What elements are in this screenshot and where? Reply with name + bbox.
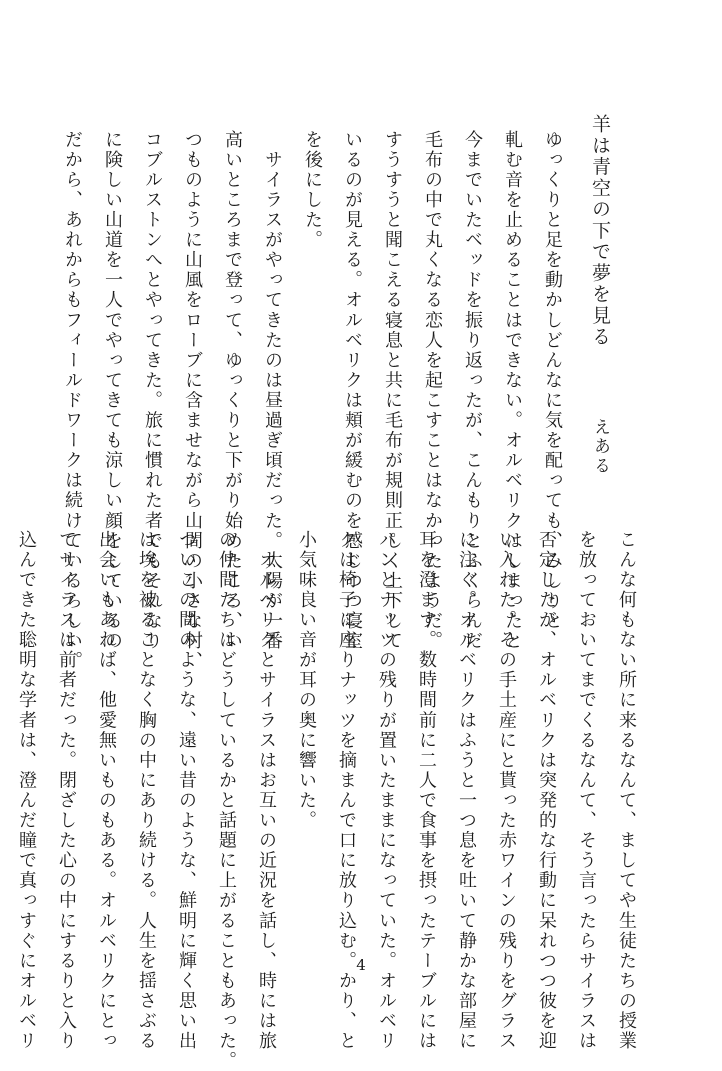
text-line: いるのが見える。オルベリクは頬が緩むのを感じつつ寝室 bbox=[342, 130, 363, 652]
text-line: 出会いもあれば、他愛無いものもある。オルベリクにとっ bbox=[96, 530, 117, 1052]
text-line: 高いところまで登って、ゆっくりと下がり始めたころ、い bbox=[222, 130, 243, 652]
text-line: 耳を澄ます。数時間前に二人で食事を摂ったテーブルには bbox=[416, 530, 437, 1052]
text-line: だから、あれからもフィールドワークは続けているらしい。 bbox=[62, 130, 83, 672]
text-line bbox=[0, 530, 6, 940]
text-line: オルベリクとサイラスはお互いの近況を話し、時には旅 bbox=[256, 530, 277, 1052]
lower-text-block bbox=[0, 530, 646, 1071]
text-line: に注ぐ。オルベリクはふうと一つ息を吐いて静かな部屋に bbox=[456, 530, 477, 1052]
text-line: は埃を被ることなく胸の中にあり続ける。人生を揺さぶる bbox=[136, 530, 157, 1052]
text-line: コブルストンへとやってきた。旅に慣れた者でもそれなり bbox=[142, 130, 163, 652]
text-line: すうすうと聞こえる寝息と共に毛布が規則正しく上下して bbox=[382, 130, 403, 652]
upper-text-block bbox=[52, 130, 572, 672]
text-line: ゆっくりと足を動かしどんなに気を配っても、みしりと bbox=[542, 130, 563, 632]
story-title: 羊は青空の下で夢を見る bbox=[589, 114, 611, 348]
text-line: サイラスがやってきたのは昼過ぎ頃だった。太陽が一番 bbox=[262, 130, 283, 652]
text-line: 軋む音を止めることはできない。オルベリクはしまったと bbox=[502, 130, 523, 652]
text-line: 小気味良い音が耳の奥に響いた。 bbox=[296, 530, 317, 831]
text-line: こんな何もない所に来るなんて、ましてや生徒たちの授業 bbox=[616, 530, 637, 1052]
author-name: えある bbox=[590, 418, 610, 476]
text-line: 否定したが、オルベリクは突発的な行動に呆れつつ彼を迎 bbox=[536, 530, 557, 1052]
text-line: に険しい山道を一人でやってきても涼しい顔をしているの bbox=[102, 130, 123, 652]
text-line: の仲間たちはどうしているかと話題に上がることもあった。 bbox=[216, 530, 237, 1071]
text-line: ついこの間のような、遠い昔のような、鮮明に輝く思い出 bbox=[176, 530, 197, 1052]
text-line: パンとナッツの残りが置いたままになっていた。オルベリ bbox=[376, 530, 397, 1052]
text-line: てサイラスは前者だった。閉ざした心の中にするりと入り bbox=[56, 530, 77, 1052]
text-line: つものように山風をローブに含ませながら山間の小さな村、 bbox=[182, 130, 203, 672]
page-number: 4 bbox=[356, 956, 366, 974]
text-line: クは椅子に座りナッツを摘まんで口に放り込む。かり、と bbox=[336, 530, 357, 1052]
text-line: を後にした。 bbox=[302, 130, 323, 251]
text-line: 毛布の中で丸くなる恋人を起こすことはなかったようだ。 bbox=[422, 130, 443, 652]
text-line: を放っておいてまでくるなんて、そう言ったらサイラスは bbox=[576, 530, 597, 1052]
text-line: い入れた。その手土産にと貰った赤ワインの残りをグラス bbox=[496, 530, 517, 1052]
text-line: 今までいたベッドを振り返ったが、こんもりとふくらんだ bbox=[462, 130, 483, 652]
text-line: 込んできた聡明な学者は、澄んだ瞳で真っすぐにオルベリ bbox=[16, 530, 37, 1052]
